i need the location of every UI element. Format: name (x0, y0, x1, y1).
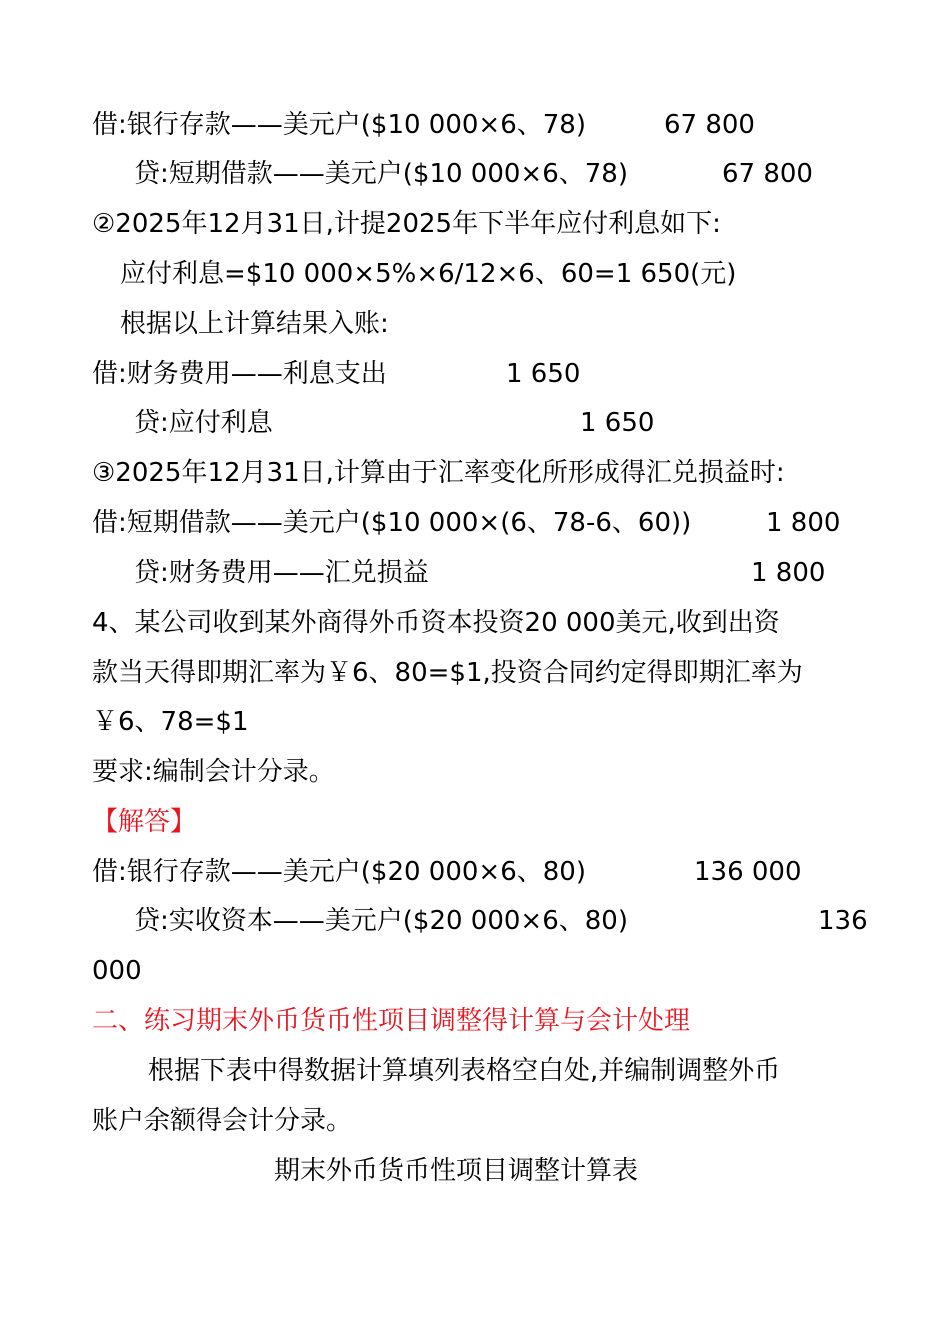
paragraph-text: 根据下表中得数据计算填列表格空白处,并编制调整外币 (148, 1056, 781, 1086)
entry-amount: 1 650 (580, 408, 655, 438)
answer-heading: 【解答】 (92, 807, 197, 837)
entry-debit-bank-deposit-1: 借:银行存款——美元户($10 000×6、78) (92, 110, 586, 140)
entry-credit-paid-in-capital: 贷:实收资本——美元户($20 000×6、80) (134, 906, 628, 936)
paragraph-text: 账户余额得会计分录。 (92, 1106, 353, 1136)
problem-4-text: 4、某公司收到某外商得外币资本投资20 000美元,收到出资 (92, 608, 780, 638)
entry-credit-short-loan-1: 贷:短期借款——美元户($10 000×6、78) (134, 159, 628, 189)
entry-amount: 136 (818, 906, 868, 936)
entry-debit-short-loan: 借:短期借款——美元户($10 000×(6、78-6、60)) (92, 508, 692, 538)
table-title: 期末外币货币性项目调整计算表 (274, 1156, 639, 1186)
entry-credit-interest-payable: 贷:应付利息 (134, 408, 273, 438)
entry-amount: 67 800 (664, 110, 755, 140)
step-2-heading: ②2025年12月31日,计提2025年下半年应付利息如下: (92, 209, 721, 239)
problem-4-text: ￥6、78=$1 (92, 707, 249, 737)
entry-amount: 67 800 (722, 159, 813, 189)
requirement-text: 要求:编制会计分录。 (92, 757, 335, 787)
paragraph-text: 根据以上计算结果入账: (120, 309, 389, 339)
entry-amount-continued: 000 (92, 956, 142, 986)
entry-amount: 1 800 (766, 508, 841, 538)
problem-4-text: 款当天得即期汇率为￥6、80=$1,投资合同约定得即期汇率为 (92, 658, 803, 688)
section-2-heading: 二、练习期末外币货币性项目调整得计算与会计处理 (92, 1006, 691, 1036)
entry-credit-exchange-gain-loss: 贷:财务费用——汇兑损益 (134, 558, 429, 588)
entry-amount: 136 000 (694, 857, 802, 887)
entry-amount: 1 650 (506, 359, 581, 389)
interest-formula: 应付利息=$10 000×5%×6/12×6、60=1 650(元) (120, 259, 737, 289)
entry-amount: 1 800 (751, 558, 826, 588)
entry-debit-bank-deposit-2: 借:银行存款——美元户($20 000×6、80) (92, 857, 586, 887)
step-3-heading: ③2025年12月31日,计算由于汇率变化所形成得汇兑损益时: (92, 458, 785, 488)
entry-debit-finance-expense: 借:财务费用——利息支出 (92, 359, 387, 389)
